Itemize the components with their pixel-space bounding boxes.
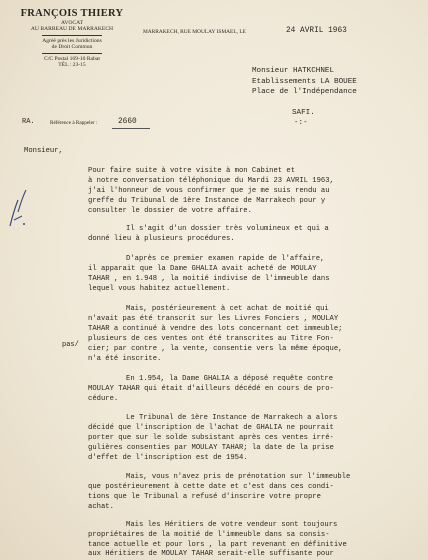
reference-number: 2660 [118,118,137,126]
body-line: achat. [88,503,114,511]
body-line: consulter le dossier de votre affaire. [88,207,252,215]
body-line: aux Héritiers de MOULAY TAHAR serait-elle suffisante pour [88,550,334,558]
body-line: Pour faire suite à votre visite à mon Cabinet et [88,167,296,175]
body-line: Mais, postérieurement à cet achat de moitié qui [126,305,329,313]
body-line: n'a été inscrite. [88,355,162,363]
lawyer-title: AVOCAT [61,20,83,27]
recipient-company: Etablissements LA BOUEE [252,77,357,86]
body-line: décidé que l'inscription de l'achat de GHALIA ne pourrait [88,424,334,432]
body-line: cier; par contre , la vente, consentie vers la même époque, [88,345,343,353]
recipient-street: Place de l'Indépendance [252,88,357,96]
body-line: TAHAR , en 1.948 , la moitié indivise de l'immeuble dans [88,275,330,283]
recipient-name: Monsieur HATKCHNEL [252,67,335,75]
body-line: n'avait pas été transcrit sur les Livres Fonciers , MOULAY [88,315,339,323]
lawyer-agree-1: Agréé près les Juridictions [42,37,102,44]
body-line: plusieurs de ces ventes ont été transcrites au Titre Fon- [88,335,334,343]
recipient-city: SAFI. [292,108,315,117]
body-line: il apparait que la Dame GHALIA avait acheté de MOULAY [88,265,317,273]
lawyer-bar: AU BARREAU DE MARRAKECH [30,26,114,33]
lawyer-name: FRANÇOIS THIERY [20,8,124,19]
recipient-separator: -:- [294,119,308,127]
body-line: cédure. [88,395,119,403]
body-line: j'ai l'honneur de vous confirmer que je me suis rendu au [88,187,330,195]
body-line: D'après ce premier examen rapide de l'affaire, [126,255,325,263]
body-line: tions que le Tribunal a refusé d'inscrire votre propre [88,493,321,501]
letter-date: 24 AVRIL 1963 [286,27,347,35]
body-line: Le Tribunal de 1ère Instance de Marrakech a alors [126,414,338,422]
body-line: lequel vous habitez actuellement. [88,285,231,293]
body-line: d'effet de l'inscription est de 1954. [88,454,248,462]
lawyer-agree-2: de Droit Commun [51,44,93,51]
body-line: TAHAR a continué à vendre des lots concernant cet immeuble; [88,325,343,333]
lawyer-postal: C/C Postal 169-10 Rabat [44,55,100,62]
body-line: MOULAY TAHAR qui était d'ailleurs décédé en cours de pro- [88,385,334,393]
body-line: tance actuelle et pour lors , la part revenant en définitive [88,541,347,549]
body-line: greffe du Tribunal de 1ère Instance de Marrakech pour y [88,197,326,205]
body-line: gulières consenties par MOULAY TAHAR; la date de la prise [88,444,334,452]
body-line: porter que sur le solde subsistant après ces ventes irré- [88,434,334,442]
reference-label: Référence à Rappeler : [50,120,98,126]
reference-ra: RA. [22,118,35,126]
body-line: Monsieur, [24,147,63,155]
body-line: à notre conversation téléphonique du Mardi 23 AVRIL 1963, [88,177,334,185]
body-line: que postérieurement à cette date et c'est dans ces condi- [88,483,334,491]
body-line: propriétaires de la moitié de l'immeuble dans sa consis- [88,531,330,539]
lawyer-tel: TÉL : 23-15 [58,62,86,69]
body-line: En 1.954, la Dame GHALIA a déposé requête contre [126,375,334,383]
address-line: MARRAKECH, RUE MOULAY ISMAEL, LE [143,29,246,35]
body-line: Mais les Héritiers de votre vendeur sont toujours [126,521,338,529]
body-line: Il s'agit d'un dossier très volumineux et qui a [126,225,329,233]
body-line: donné lieu à plusieurs procédures. [88,235,235,243]
margin-note: pas/ [62,341,79,349]
body-line: Mais, vous n'avez pris de prénotation sur l'immeuble [126,473,351,481]
